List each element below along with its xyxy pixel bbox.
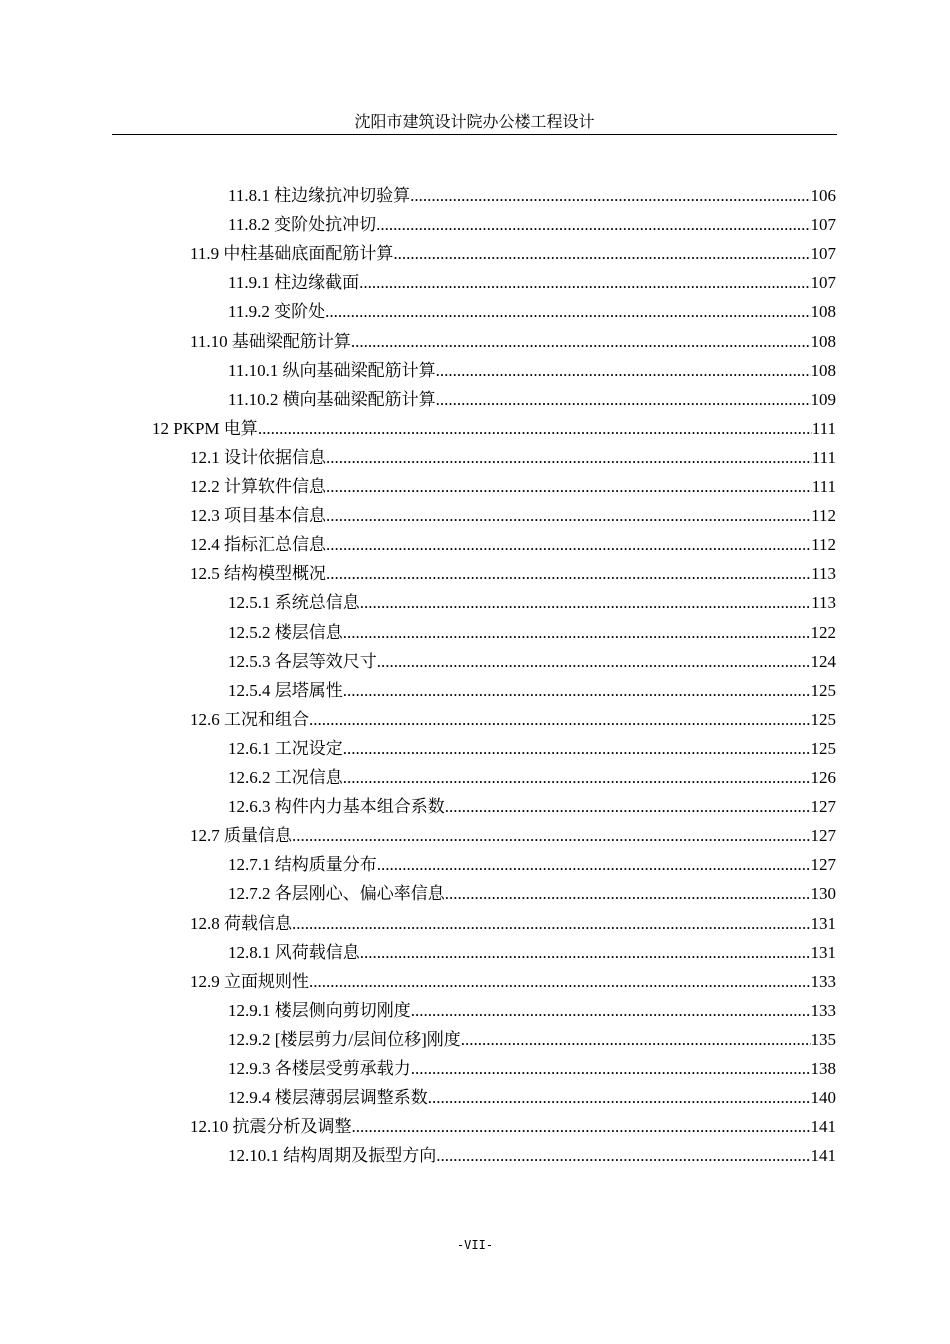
toc-entry-title: 11.10.2 横向基础梁配筋计算 — [228, 389, 436, 409]
toc-entry-title: 12.9.2 [楼层剪力/层间位移]刚度 — [228, 1029, 461, 1049]
toc-entry-title: 12.9.4 楼层薄弱层调整系数 — [228, 1088, 428, 1108]
toc-entry[interactable] — [190, 559, 836, 588]
toc-entry[interactable] — [190, 443, 836, 472]
toc-entry-title: 11.10.1 纵向基础梁配筋计算 — [228, 360, 436, 380]
toc-entry-page: 127 — [810, 855, 836, 875]
toc-entry-title: 11.8.2 变阶处抗冲切 — [228, 215, 377, 235]
toc-dot-leader — [309, 705, 811, 734]
toc-dot-leader — [461, 1025, 811, 1054]
toc-entry[interactable] — [228, 996, 836, 1025]
toc-entry-page: 112 — [811, 535, 836, 555]
toc-entry-page: 133 — [810, 971, 836, 991]
toc-entry-title: 12.4 指标汇总信息 — [190, 535, 326, 555]
toc-dot-leader — [292, 821, 811, 850]
toc-entry[interactable] — [228, 938, 836, 967]
toc-entry-title: 12.5.2 楼层信息 — [228, 622, 343, 642]
toc-entry[interactable] — [190, 909, 836, 938]
toc-dot-leader — [309, 967, 811, 996]
toc-entry[interactable] — [228, 1141, 836, 1170]
toc-entry-title: 12.5.3 各层等效尺寸 — [228, 651, 377, 671]
toc-entry-title: 12.10.1 结构周期及振型方向 — [228, 1146, 437, 1166]
toc-entry-page: 133 — [810, 1000, 836, 1020]
toc-entry-title: 12.6.2 工况信息 — [228, 768, 343, 787]
toc-dot-leader — [436, 385, 811, 414]
toc-entry[interactable] — [228, 1025, 836, 1054]
toc-entry-title: 12.1 设计依据信息 — [190, 447, 326, 467]
toc-entry-page: 107 — [810, 215, 836, 235]
toc-entry-title: 11.10 基础梁配筋计算 — [190, 331, 351, 351]
toc-entry-title: 11.9 中柱基础底面配筋计算 — [190, 244, 394, 264]
toc-entry-title: 12.9.3 各楼层受剪承载力 — [228, 1059, 411, 1078]
toc-entry-title: 12.6 工况和组合 — [190, 709, 309, 729]
toc-entry-title: 12.5.1 系统总信息 — [228, 593, 360, 613]
toc-entry[interactable] — [190, 821, 836, 850]
toc-entry-page: 125 — [810, 738, 836, 758]
toc-dot-leader — [428, 1083, 811, 1112]
toc-entry-page: 113 — [811, 593, 836, 613]
toc-dot-leader — [326, 443, 812, 472]
toc-entry-page: 113 — [811, 564, 836, 584]
page-footer — [0, 1236, 950, 1254]
header-title: 沈阳市建筑设计院办公楼工程设计 — [354, 114, 595, 131]
page-number: -VII- — [456, 1238, 494, 1252]
toc-entry-page: 122 — [810, 622, 836, 642]
toc-entry-title: 12.3 项目基本信息 — [190, 506, 326, 526]
toc-entry-title: 12.7.2 各层刚心、偏心率信息 — [228, 884, 445, 904]
toc-dot-leader — [445, 792, 811, 821]
toc-dot-leader — [360, 938, 811, 967]
toc-entry-page: 141 — [810, 1117, 836, 1137]
toc-dot-leader — [377, 647, 811, 676]
toc-entry[interactable] — [228, 1083, 836, 1112]
toc-dot-leader — [343, 734, 811, 763]
toc-entry-page: 130 — [810, 884, 836, 904]
toc-entry-title: 11.9.2 变阶处 — [228, 302, 326, 322]
toc-dot-leader — [376, 210, 810, 239]
toc-entry-page: 109 — [810, 389, 836, 409]
toc-entry-page: 124 — [810, 651, 836, 671]
toc-entry-title: 12.6.1 工况设定 — [228, 738, 343, 758]
toc-dot-leader — [351, 327, 811, 356]
toc-entry[interactable] — [228, 618, 836, 647]
toc-entry-page: 140 — [810, 1088, 836, 1108]
toc-entry-page: 138 — [810, 1059, 836, 1078]
toc-dot-leader — [411, 996, 811, 1025]
toc-dot-leader — [393, 239, 810, 268]
toc-entry-title: 12.5.4 层塔属性 — [228, 680, 343, 700]
page-header — [112, 112, 837, 135]
toc-entry[interactable] — [228, 734, 836, 763]
toc-dot-leader — [343, 676, 811, 705]
toc-entry[interactable] — [228, 647, 836, 676]
toc-entry-page: 141 — [810, 1146, 836, 1166]
toc-entry[interactable] — [152, 414, 836, 443]
toc-entry-title: 12.8 荷载信息 — [190, 913, 292, 933]
toc-entry-title: 12.7 质量信息 — [190, 826, 292, 846]
toc-entry-title: 12 PKPM 电算 — [152, 418, 258, 438]
toc-dot-leader — [360, 588, 811, 617]
toc-entry[interactable] — [228, 181, 836, 210]
toc-entry-title: 12.2 计算软件信息 — [190, 477, 326, 496]
toc-entry-page: 135 — [810, 1029, 836, 1049]
toc-dot-leader — [326, 501, 811, 530]
toc-dot-leader — [325, 297, 810, 326]
toc-dot-leader — [343, 763, 811, 792]
toc-entry-page: 127 — [810, 826, 836, 846]
toc-entry-title: 12.10 抗震分析及调整 — [190, 1117, 352, 1137]
toc-dot-leader — [292, 909, 811, 938]
toc-entry[interactable] — [190, 239, 836, 268]
toc-dot-leader — [436, 356, 811, 385]
toc-entry[interactable] — [228, 297, 836, 326]
toc-dot-leader — [258, 414, 812, 443]
toc-entry[interactable] — [190, 705, 836, 734]
toc-entry-page: 126 — [810, 768, 836, 787]
toc-entry-page: 108 — [810, 331, 836, 351]
toc-entry-page: 111 — [811, 418, 836, 438]
toc-entry[interactable] — [190, 530, 836, 559]
toc-entry[interactable] — [228, 792, 836, 821]
toc-entry[interactable] — [190, 327, 836, 356]
toc-entry-title: 12.8.1 风荷载信息 — [228, 942, 360, 962]
toc-entry-page: 111 — [811, 477, 836, 496]
toc-entry-page: 131 — [810, 913, 836, 933]
toc-dot-leader — [326, 559, 811, 588]
toc-entry[interactable] — [228, 210, 836, 239]
toc-entry-page: 108 — [810, 302, 836, 322]
toc-dot-leader — [326, 530, 811, 559]
toc-entry[interactable] — [190, 472, 836, 501]
toc-entry-title: 11.8.1 柱边缘抗冲切验算 — [228, 186, 411, 205]
toc-entry[interactable] — [228, 879, 836, 908]
toc-entry-title: 11.9.1 柱边缘截面 — [228, 273, 360, 293]
toc-entry[interactable] — [190, 1112, 836, 1141]
toc-entry-title: 12.5 结构模型概况 — [190, 564, 326, 584]
toc-entry[interactable] — [190, 501, 836, 530]
toc-entry-page: 127 — [810, 797, 836, 817]
toc-entry-page: 107 — [810, 244, 836, 264]
toc-dot-leader — [352, 1112, 811, 1141]
toc-entry-page: 112 — [811, 506, 836, 526]
toc-entry-title: 12.9.1 楼层侧向剪切刚度 — [228, 1000, 411, 1020]
toc-entry[interactable] — [228, 850, 836, 879]
toc-dot-leader — [411, 1054, 811, 1083]
toc-entry-page: 131 — [810, 942, 836, 962]
toc-dot-leader — [445, 879, 811, 908]
toc-entry[interactable] — [228, 268, 836, 297]
toc-entry-title: 12.6.3 构件内力基本组合系数 — [228, 797, 445, 817]
toc-entry-page: 125 — [810, 709, 836, 729]
toc-entry-page: 106 — [810, 186, 836, 205]
toc-entry[interactable] — [228, 676, 836, 705]
toc-entry[interactable] — [228, 763, 836, 792]
toc-dot-leader — [343, 618, 811, 647]
toc-dot-leader — [377, 850, 811, 879]
toc-entry[interactable] — [228, 588, 836, 617]
toc-entry[interactable] — [228, 385, 836, 414]
toc-entry-page: 125 — [810, 680, 836, 700]
toc-dot-leader — [410, 181, 810, 210]
toc-dot-leader — [326, 472, 812, 501]
toc-entry-title: 12.7.1 结构质量分布 — [228, 855, 377, 875]
toc-entry[interactable] — [228, 356, 836, 385]
toc-entry-page: 111 — [811, 447, 836, 467]
toc-entry[interactable] — [190, 967, 836, 996]
toc-dot-leader — [359, 268, 810, 297]
toc-entry-page: 107 — [810, 273, 836, 293]
toc-entry-title: 12.9 立面规则性 — [190, 971, 309, 991]
toc-entry-page: 108 — [810, 360, 836, 380]
toc-dot-leader — [436, 1141, 810, 1170]
toc-entry[interactable] — [228, 1054, 836, 1083]
